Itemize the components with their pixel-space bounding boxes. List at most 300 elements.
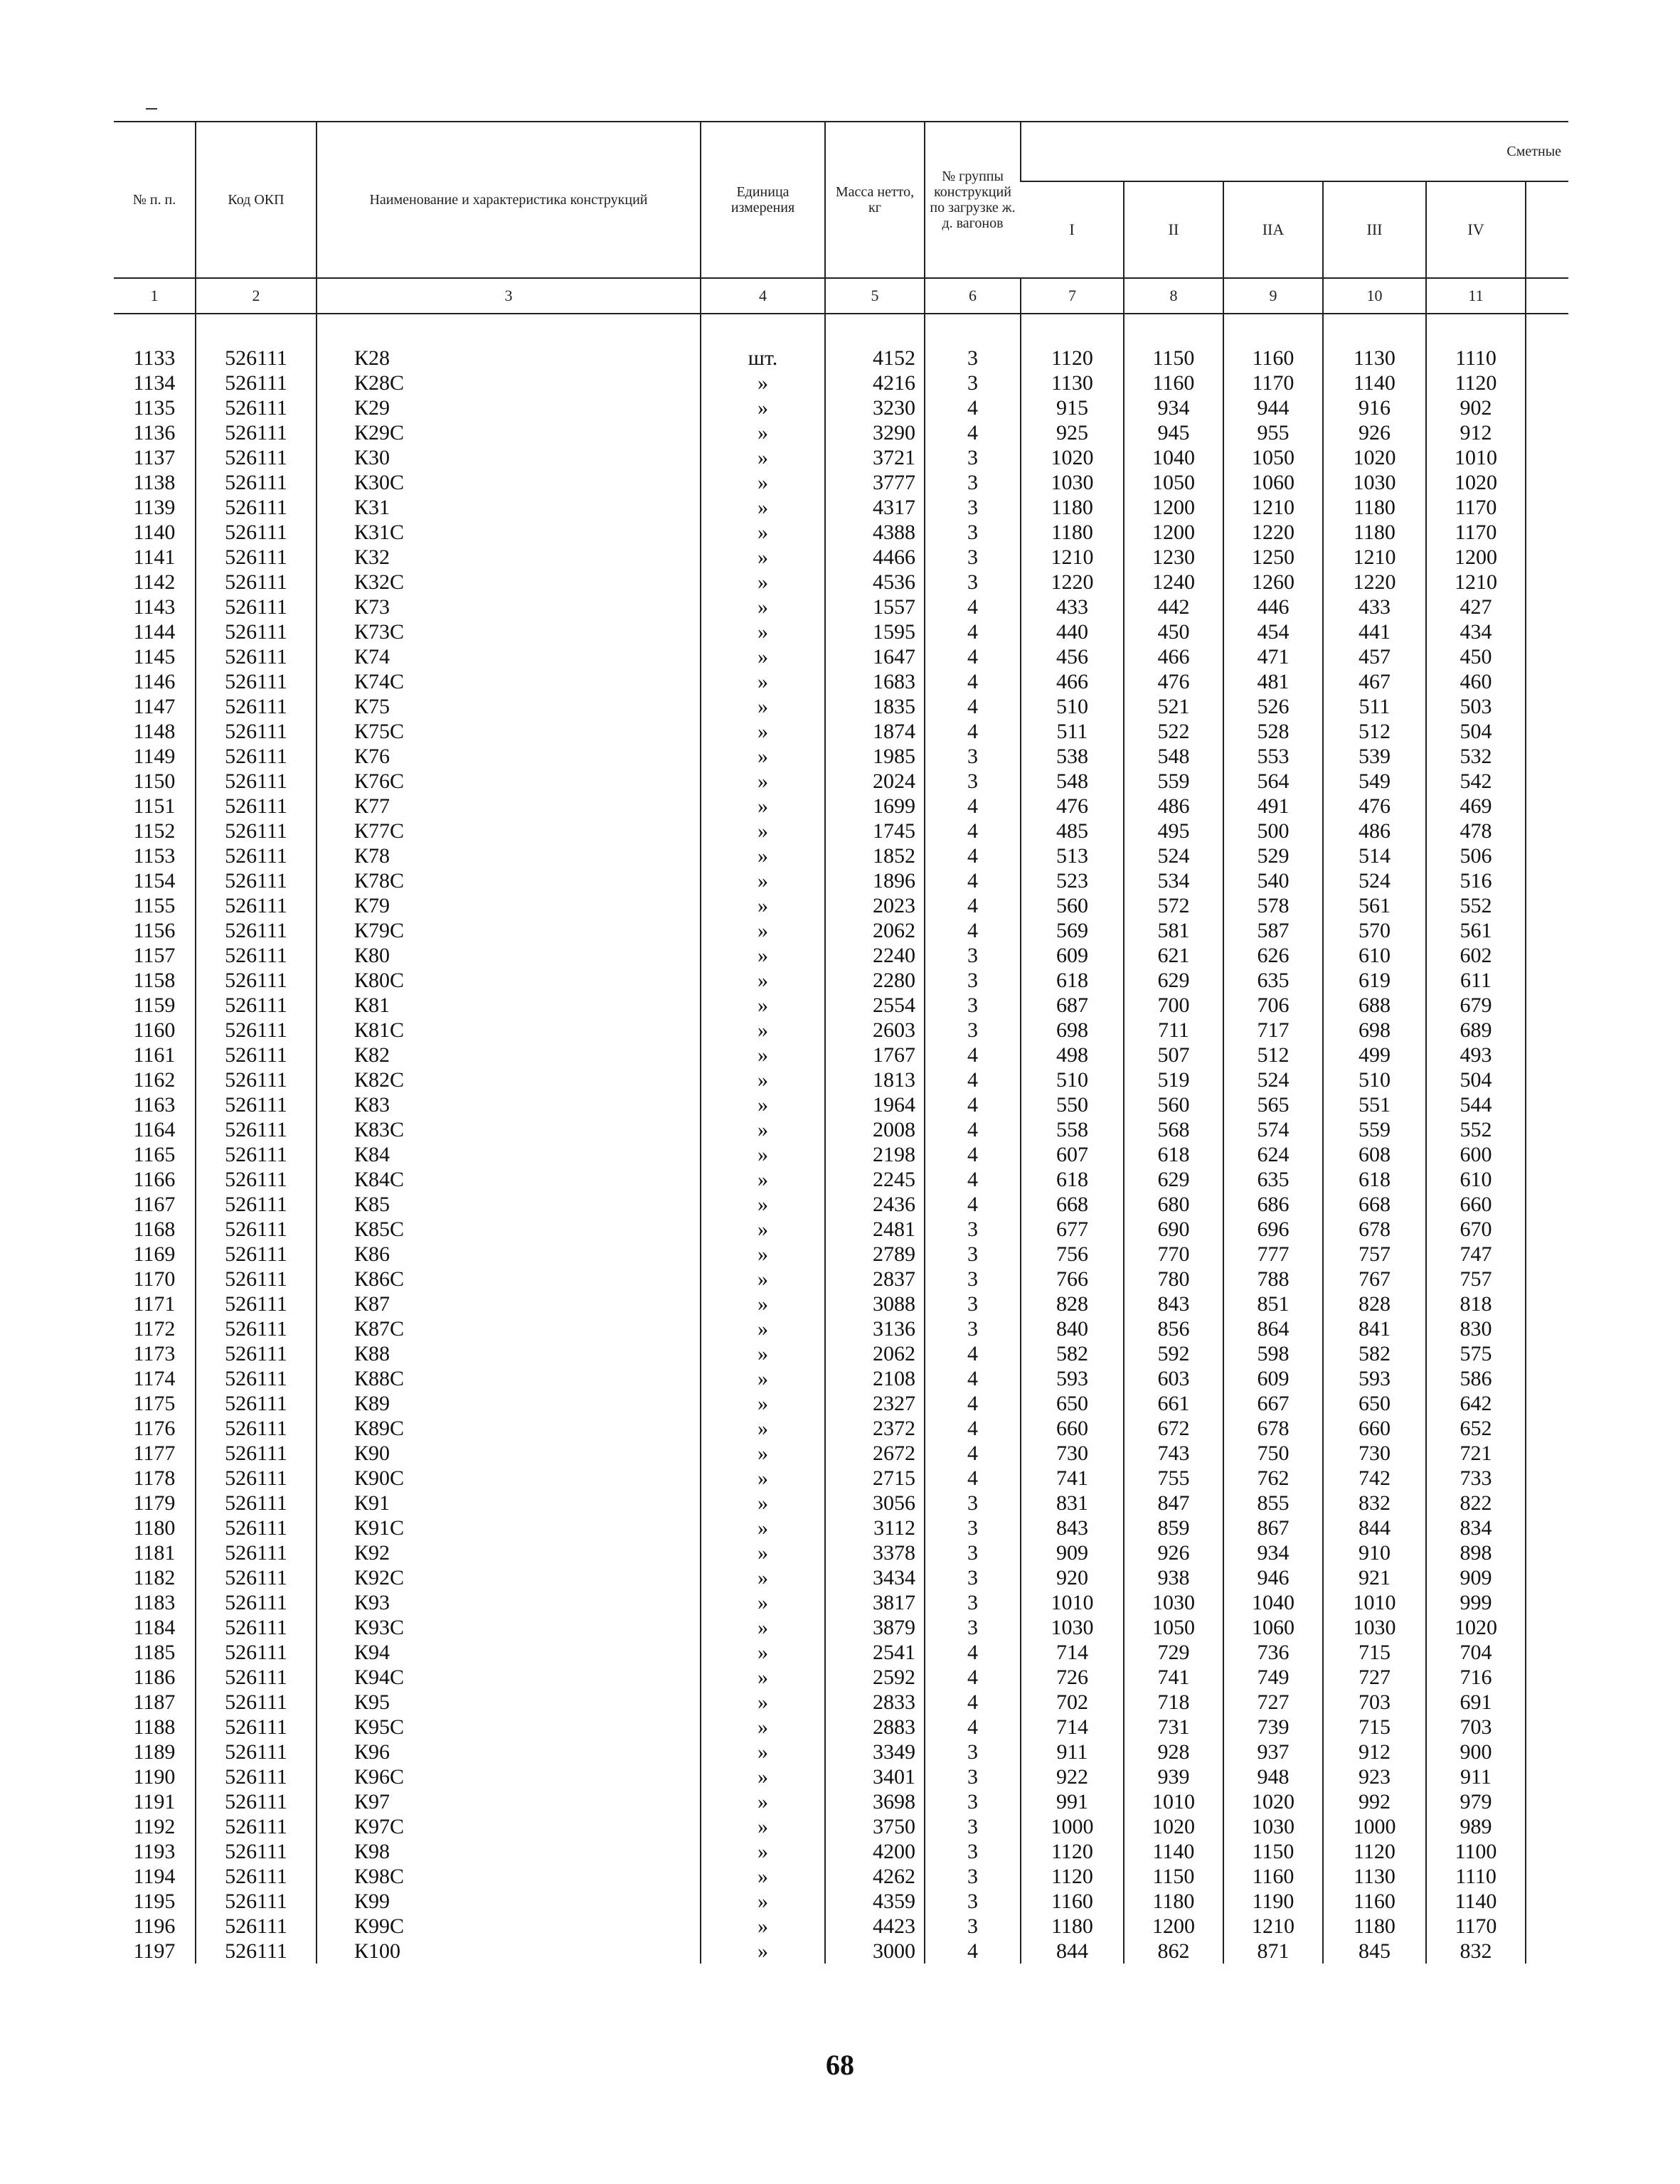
price-zone-4-cell: 733 (1426, 1466, 1526, 1491)
construction-name-cell: К31С (317, 520, 701, 545)
mass-cell: 1557 (825, 595, 925, 619)
construction-name-cell: К95С (317, 1715, 701, 1740)
load-group-cell: 3 (925, 1516, 1021, 1540)
load-group-cell: 4 (925, 1043, 1021, 1067)
construction-name-cell: К73 (317, 595, 701, 619)
okp-code-cell: 526111 (196, 545, 317, 570)
row-number-cell: 1197 (133, 1939, 176, 1963)
price-zone-4-cell: 902 (1426, 395, 1526, 420)
okp-code-cell: 526111 (196, 918, 317, 943)
price-zone-4-cell: 1210 (1426, 570, 1526, 595)
row-number-cell: 1186 (133, 1666, 176, 1689)
construction-name-cell: К31 (317, 495, 701, 520)
price-zone-3-cell: 561 (1323, 893, 1426, 918)
price-zone-4-cell: 586 (1426, 1366, 1526, 1391)
construction-name-cell: К78 (317, 843, 701, 868)
price-zone-2-cell: 672 (1124, 1416, 1223, 1441)
price-zone-1-cell: 1220 (1021, 570, 1124, 595)
construction-name-cell: К86 (317, 1242, 701, 1267)
price-zone-3-cell: 559 (1323, 1117, 1426, 1142)
price-zone-3-cell: 1010 (1323, 1590, 1426, 1615)
construction-name-cell: К87С (317, 1316, 701, 1341)
header-estimate-group: Сметные (1021, 122, 1568, 181)
table-row (114, 1242, 1568, 1267)
construction-name-cell: К99 (317, 1889, 701, 1914)
unit-cell: » (701, 644, 825, 669)
price-zone-1-cell: 498 (1021, 1043, 1124, 1067)
unit-cell: » (701, 1789, 825, 1814)
price-zone-3-cell: 703 (1323, 1690, 1426, 1715)
price-zone-2-cell: 743 (1124, 1441, 1223, 1466)
row-number-cell: 1165 (133, 1143, 176, 1166)
price-zone-2a-cell: 524 (1223, 1067, 1323, 1092)
okp-code-cell: 526111 (196, 1491, 317, 1516)
column-number: 4 (701, 278, 825, 314)
filler-cell (1526, 470, 1568, 495)
load-group-cell: 4 (925, 843, 1021, 868)
price-zone-3-cell: 486 (1323, 819, 1426, 843)
mass-cell: 4536 (825, 570, 925, 595)
load-group-cell: 4 (925, 1167, 1021, 1192)
page-number: 68 (826, 2049, 854, 2081)
filler-cell (1526, 1291, 1568, 1316)
column-number: 1 (114, 278, 196, 314)
load-group-cell: 3 (925, 1540, 1021, 1565)
filler-cell (1526, 1640, 1568, 1665)
price-zone-4-cell: 660 (1426, 1192, 1526, 1217)
price-zone-2a-cell: 1160 (1223, 1864, 1323, 1889)
table-row (114, 395, 1568, 420)
price-zone-4-cell: 610 (1426, 1167, 1526, 1192)
row-number-cell: 1162 (133, 1068, 176, 1092)
table-row (114, 445, 1568, 470)
mass-cell: 1835 (825, 694, 925, 719)
mass-cell: 3136 (825, 1316, 925, 1341)
price-zone-3-cell: 1020 (1323, 445, 1426, 470)
mass-cell: 3750 (825, 1814, 925, 1839)
price-zone-3-cell: 730 (1323, 1441, 1426, 1466)
price-zone-3-cell: 660 (1323, 1416, 1426, 1441)
price-zone-2a-cell: 946 (1223, 1565, 1323, 1590)
construction-name-cell: К98С (317, 1864, 701, 1889)
row-number-cell: 1173 (133, 1342, 176, 1365)
row-number-cell: 1191 (133, 1790, 176, 1813)
row-number-cell: 1143 (133, 595, 176, 619)
price-zone-2-cell: 629 (1124, 968, 1223, 993)
load-group-cell: 4 (925, 1466, 1021, 1491)
filler-cell (1526, 371, 1568, 395)
table-row (114, 694, 1568, 719)
price-zone-3-cell: 832 (1323, 1491, 1426, 1516)
price-zone-2-cell: 495 (1124, 819, 1223, 843)
okp-code-cell: 526111 (196, 1814, 317, 1839)
row-number-cell: 1192 (133, 1815, 176, 1838)
price-zone-1-cell: 466 (1021, 669, 1124, 694)
filler-cell (1526, 1043, 1568, 1067)
load-group-cell: 4 (925, 1939, 1021, 1964)
price-zone-4-cell: 460 (1426, 669, 1526, 694)
price-zone-1-cell: 702 (1021, 1690, 1124, 1715)
price-zone-3-cell: 688 (1323, 993, 1426, 1018)
table-row (114, 1764, 1568, 1789)
row-number-cell: 1180 (133, 1516, 176, 1540)
price-zone-4-cell: 898 (1426, 1540, 1526, 1565)
filler-cell (1526, 918, 1568, 943)
unit-cell: » (701, 993, 825, 1018)
price-zone-1-cell: 593 (1021, 1366, 1124, 1391)
load-group-cell: 4 (925, 893, 1021, 918)
price-zone-1-cell: 1010 (1021, 1590, 1124, 1615)
okp-code-cell: 526111 (196, 843, 317, 868)
price-zone-2a-cell: 864 (1223, 1316, 1323, 1341)
price-zone-2-cell: 486 (1124, 794, 1223, 819)
price-zone-3-cell: 926 (1323, 420, 1426, 445)
unit-cell: » (701, 619, 825, 644)
price-zone-4-cell: 504 (1426, 1067, 1526, 1092)
load-group-cell: 4 (925, 1142, 1021, 1167)
okp-code-cell: 526111 (196, 1416, 317, 1441)
load-group-cell: 4 (925, 1441, 1021, 1466)
price-zone-1-cell: 844 (1021, 1939, 1124, 1964)
table-row (114, 1192, 1568, 1217)
price-zone-1-cell: 650 (1021, 1391, 1124, 1416)
unit-cell: » (701, 1715, 825, 1740)
filler-cell (1526, 346, 1568, 371)
filler-cell (1526, 1615, 1568, 1640)
price-zone-2a-cell: 1210 (1223, 495, 1323, 520)
price-zone-2-cell: 466 (1124, 644, 1223, 669)
construction-name-cell: К83 (317, 1092, 701, 1117)
price-zone-3-cell: 727 (1323, 1665, 1426, 1690)
load-group-cell: 3 (925, 1267, 1021, 1291)
column-number: 9 (1223, 278, 1323, 314)
row-number-cell: 1189 (133, 1740, 176, 1764)
table-row (114, 843, 1568, 868)
price-zone-3-cell: 742 (1323, 1466, 1426, 1491)
load-group-cell: 3 (925, 1018, 1021, 1043)
filler-cell (1526, 1018, 1568, 1043)
mass-cell: 3056 (825, 1491, 925, 1516)
load-group-cell: 3 (925, 1565, 1021, 1590)
mass-cell: 2108 (825, 1366, 925, 1391)
mass-cell: 2481 (825, 1217, 925, 1242)
column-number: 8 (1124, 278, 1223, 314)
row-number-cell: 1176 (133, 1417, 176, 1440)
load-group-cell: 3 (925, 1316, 1021, 1341)
mass-cell: 1896 (825, 868, 925, 893)
price-zone-2-cell: 522 (1124, 719, 1223, 744)
row-number-cell: 1196 (133, 1914, 176, 1938)
price-zone-2-cell: 700 (1124, 993, 1223, 1018)
filler-cell (1526, 1540, 1568, 1565)
okp-code-cell: 526111 (196, 346, 317, 371)
price-zone-2a-cell: 727 (1223, 1690, 1323, 1715)
price-zone-3-cell: 593 (1323, 1366, 1426, 1391)
price-zone-3-cell: 514 (1323, 843, 1426, 868)
row-number-cell: 1153 (133, 844, 176, 868)
price-zone-3-cell: 668 (1323, 1192, 1426, 1217)
price-zone-4-cell: 642 (1426, 1391, 1526, 1416)
row-number-cell: 1177 (133, 1442, 176, 1465)
price-zone-2-cell: 938 (1124, 1565, 1223, 1590)
price-zone-4-cell: 900 (1426, 1740, 1526, 1764)
price-zone-1-cell: 915 (1021, 395, 1124, 420)
price-zone-3-cell: 539 (1323, 744, 1426, 769)
row-number-cell: 1156 (133, 919, 176, 942)
okp-code-cell: 526111 (196, 868, 317, 893)
price-zone-4-cell: 830 (1426, 1316, 1526, 1341)
okp-code-cell: 526111 (196, 819, 317, 843)
price-zone-2-cell: 621 (1124, 943, 1223, 968)
price-zone-3-cell: 992 (1323, 1789, 1426, 1814)
construction-name-cell: К77С (317, 819, 701, 843)
load-group-cell: 4 (925, 1391, 1021, 1416)
filler-cell (1526, 1889, 1568, 1914)
construction-name-cell: К97 (317, 1789, 701, 1814)
price-zone-3-cell: 510 (1323, 1067, 1426, 1092)
mass-cell: 1767 (825, 1043, 925, 1067)
price-zone-2-cell: 729 (1124, 1640, 1223, 1665)
filler-cell (1526, 1789, 1568, 1814)
okp-code-cell: 526111 (196, 694, 317, 719)
price-zone-2a-cell: 1210 (1223, 1914, 1323, 1939)
table-row (114, 1690, 1568, 1715)
header-unit: Единица измерения (701, 122, 825, 278)
load-group-cell: 3 (925, 744, 1021, 769)
mass-cell: 2603 (825, 1018, 925, 1043)
filler-cell (1526, 420, 1568, 445)
load-group-cell: 3 (925, 520, 1021, 545)
okp-code-cell: 526111 (196, 1441, 317, 1466)
unit-cell: » (701, 395, 825, 420)
price-zone-2a-cell: 706 (1223, 993, 1323, 1018)
row-number-cell: 1194 (133, 1865, 176, 1888)
unit-cell: » (701, 1839, 825, 1864)
okp-code-cell: 526111 (196, 1142, 317, 1167)
price-zone-1-cell: 1120 (1021, 346, 1124, 371)
table-row (114, 520, 1568, 545)
okp-code-cell: 526111 (196, 943, 317, 968)
price-zone-1-cell: 1210 (1021, 545, 1124, 570)
price-zone-2a-cell: 598 (1223, 1341, 1323, 1366)
unit-cell: » (701, 1640, 825, 1665)
price-zone-2-cell: 1230 (1124, 545, 1223, 570)
price-zone-3-cell: 845 (1323, 1939, 1426, 1964)
table-row (114, 1740, 1568, 1764)
price-zone-2-cell: 521 (1124, 694, 1223, 719)
price-zone-2-cell: 1240 (1124, 570, 1223, 595)
price-zone-4-cell: 670 (1426, 1217, 1526, 1242)
okp-code-cell: 526111 (196, 1043, 317, 1067)
table-header (114, 122, 1568, 314)
table-row (114, 644, 1568, 669)
row-number-cell: 1193 (133, 1840, 176, 1863)
unit-cell: » (701, 1441, 825, 1466)
mass-cell: 1745 (825, 819, 925, 843)
price-zone-1-cell: 523 (1021, 868, 1124, 893)
filler-cell (1526, 1814, 1568, 1839)
mass-cell: 2833 (825, 1690, 925, 1715)
mass-cell: 3349 (825, 1740, 925, 1764)
construction-name-cell: К32 (317, 545, 701, 570)
okp-code-cell: 526111 (196, 1939, 317, 1964)
price-zone-3-cell: 1160 (1323, 1889, 1426, 1914)
price-zone-2-cell: 618 (1124, 1142, 1223, 1167)
mass-cell: 3000 (825, 1939, 925, 1964)
price-zone-4-cell: 747 (1426, 1242, 1526, 1267)
unit-cell: » (701, 1043, 825, 1067)
price-zone-1-cell: 550 (1021, 1092, 1124, 1117)
construction-name-cell: К87 (317, 1291, 701, 1316)
price-zone-4-cell: 1020 (1426, 1615, 1526, 1640)
price-zone-1-cell: 714 (1021, 1715, 1124, 1740)
construction-name-cell: К79С (317, 918, 701, 943)
load-group-cell: 4 (925, 1192, 1021, 1217)
mass-cell: 2789 (825, 1242, 925, 1267)
construction-name-cell: К32С (317, 570, 701, 595)
price-zone-2a-cell: 446 (1223, 595, 1323, 619)
okp-code-cell: 526111 (196, 1242, 317, 1267)
price-zone-4-cell: 552 (1426, 1117, 1526, 1142)
table-row (114, 819, 1568, 843)
row-number-cell: 1187 (133, 1690, 176, 1714)
filler-cell (1526, 1715, 1568, 1740)
price-zone-2-cell: 592 (1124, 1341, 1223, 1366)
price-zone-2-cell: 928 (1124, 1740, 1223, 1764)
row-number-cell: 1163 (133, 1093, 176, 1117)
price-zone-1-cell: 485 (1021, 819, 1124, 843)
load-group-cell: 3 (925, 545, 1021, 570)
column-number-row (114, 278, 1568, 314)
price-zone-1-cell: 1120 (1021, 1839, 1124, 1864)
price-zone-4-cell: 704 (1426, 1640, 1526, 1665)
price-table (114, 121, 1568, 1964)
unit-cell: » (701, 769, 825, 794)
price-zone-2a-cell: 574 (1223, 1117, 1323, 1142)
filler-cell (1526, 395, 1568, 420)
table-row (114, 470, 1568, 495)
price-zone-2-cell: 847 (1124, 1491, 1223, 1516)
price-zone-1-cell: 618 (1021, 1167, 1124, 1192)
price-zone-2a-cell: 587 (1223, 918, 1323, 943)
table-row (114, 346, 1568, 371)
unit-cell: » (701, 1192, 825, 1217)
price-zone-2a-cell: 855 (1223, 1491, 1323, 1516)
filler-cell (1526, 1740, 1568, 1764)
mass-cell: 3401 (825, 1764, 925, 1789)
price-zone-1-cell: 548 (1021, 769, 1124, 794)
okp-code-cell: 526111 (196, 719, 317, 744)
unit-cell: » (701, 893, 825, 918)
price-zone-4-cell: 909 (1426, 1565, 1526, 1590)
mass-cell: 4200 (825, 1839, 925, 1864)
table-row (114, 1939, 1568, 1964)
okp-code-cell: 526111 (196, 769, 317, 794)
price-zone-2a-cell: 739 (1223, 1715, 1323, 1740)
filler-cell (1526, 1690, 1568, 1715)
filler-cell (1526, 794, 1568, 819)
mass-cell: 2672 (825, 1441, 925, 1466)
price-zone-1-cell: 1120 (1021, 1864, 1124, 1889)
price-zone-2a-cell: 500 (1223, 819, 1323, 843)
price-zone-3-cell: 1030 (1323, 470, 1426, 495)
price-zone-3-cell: 570 (1323, 918, 1426, 943)
price-zone-2-cell: 690 (1124, 1217, 1223, 1242)
load-group-cell: 3 (925, 943, 1021, 968)
price-zone-2-cell: 507 (1124, 1043, 1223, 1067)
price-zone-4-cell: 822 (1426, 1491, 1526, 1516)
header-zone-1: I (1069, 220, 1075, 238)
column-number: 2 (196, 278, 317, 314)
load-group-cell: 3 (925, 1839, 1021, 1864)
unit-cell: » (701, 1466, 825, 1491)
mass-cell: 1964 (825, 1092, 925, 1117)
price-zone-1-cell: 698 (1021, 1018, 1124, 1043)
price-zone-2a-cell: 512 (1223, 1043, 1323, 1067)
unit-cell: » (701, 1242, 825, 1267)
unit-cell: » (701, 1391, 825, 1416)
unit-cell: » (701, 595, 825, 619)
mass-cell: 4466 (825, 545, 925, 570)
price-zone-2a-cell: 955 (1223, 420, 1323, 445)
table-row (114, 1889, 1568, 1914)
mass-cell: 2008 (825, 1117, 925, 1142)
table-row (114, 943, 1568, 968)
price-zone-1-cell: 1030 (1021, 470, 1124, 495)
construction-name-cell: К95 (317, 1690, 701, 1715)
row-number-cell: 1137 (133, 446, 176, 469)
price-zone-1-cell: 560 (1021, 893, 1124, 918)
price-zone-4-cell: 478 (1426, 819, 1526, 843)
price-zone-2a-cell: 609 (1223, 1366, 1323, 1391)
table-row (114, 1715, 1568, 1740)
price-zone-2a-cell: 624 (1223, 1142, 1323, 1167)
unit-cell: » (701, 843, 825, 868)
price-zone-2-cell: 1150 (1124, 346, 1223, 371)
mass-cell: 2372 (825, 1416, 925, 1441)
mass-cell: 2240 (825, 943, 925, 968)
table-row (114, 1665, 1568, 1690)
price-zone-3-cell: 1180 (1323, 520, 1426, 545)
table-row (114, 1018, 1568, 1043)
price-zone-4-cell: 450 (1426, 644, 1526, 669)
unit-cell: » (701, 545, 825, 570)
filler-cell (1526, 644, 1568, 669)
mass-cell: 3112 (825, 1516, 925, 1540)
okp-code-cell: 526111 (196, 644, 317, 669)
unit-cell: » (701, 420, 825, 445)
mass-cell: 3088 (825, 1291, 925, 1316)
row-number-cell: 1152 (133, 819, 176, 843)
filler-cell (1526, 1142, 1568, 1167)
filler-cell (1526, 1565, 1568, 1590)
price-zone-2-cell: 1010 (1124, 1789, 1223, 1814)
price-zone-1-cell: 922 (1021, 1764, 1124, 1789)
price-zone-1-cell: 840 (1021, 1316, 1124, 1341)
load-group-cell: 3 (925, 1491, 1021, 1516)
okp-code-cell: 526111 (196, 1590, 317, 1615)
price-zone-2-cell: 755 (1124, 1466, 1223, 1491)
filler-cell (1526, 744, 1568, 769)
filler-cell (1526, 694, 1568, 719)
load-group-cell: 3 (925, 1889, 1021, 1914)
price-zone-1-cell: 582 (1021, 1341, 1124, 1366)
load-group-cell: 4 (925, 794, 1021, 819)
price-zone-2a-cell: 635 (1223, 1167, 1323, 1192)
mass-cell: 3879 (825, 1615, 925, 1640)
price-zone-3-cell: 441 (1323, 619, 1426, 644)
price-zone-1-cell: 1180 (1021, 495, 1124, 520)
